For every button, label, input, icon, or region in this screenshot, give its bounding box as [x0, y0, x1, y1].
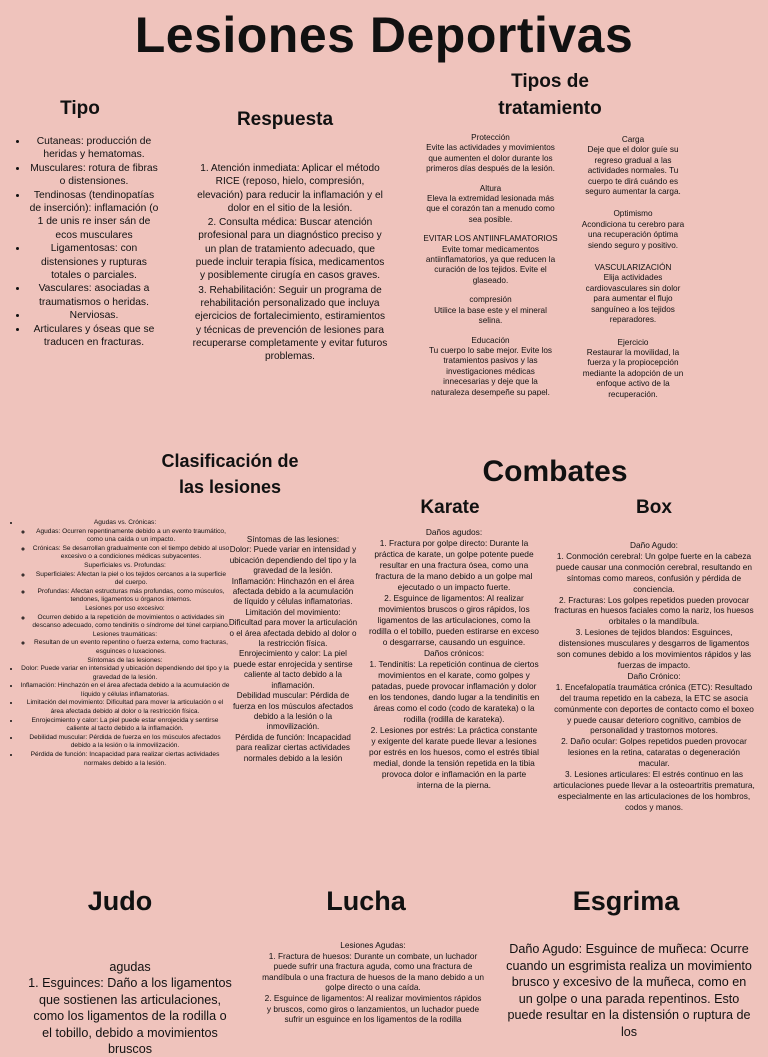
- tratamiento-block: [577, 263, 689, 325]
- tratamiento-block: [423, 336, 558, 398]
- tratamiento-block-text: Eleva la extremidad lesionada más que el corazón tan a menudo como sea posible.: [426, 194, 555, 224]
- sintoma-item: • Debilidad muscular: Pérdida de fuerza en los músculos afectados debido a la lesión o la inmovilización.: [20, 734, 230, 751]
- text-line: 2. Esguince de ligamentos: Al realizar movimientos bruscos o giros rápidos, los ligamentos de las articulaciones, como la rodilla o el tobillo, pueden estirarse en exceso o desgarrarse, causando un esguince.: [369, 593, 539, 647]
- clasificacion-subitem: ◦ Ocurren debido a la repetición de movimientos o actividades sin descanso adecuado, como tendinitis o síndrome del túnel carpiano.: [32, 614, 230, 631]
- page-title: Lesiones Deportivas: [134, 7, 634, 63]
- tipo-item: • Tendinosas (tendinopatías de inserción): inflamación (o 1 de unis re inser sán de ecos musculares: [28, 189, 160, 243]
- text-line: 2. Daño ocular: Golpes repetidos pueden provocar lesiones en la retina, cataratas o degeneración macular.: [561, 736, 747, 769]
- text-line: 1. Esguinces: Daño a los ligamentos que sostienen las articulaciones, como los ligamentos de la rodilla o el tobillo, debido a movimientos bruscos: [28, 976, 232, 1057]
- tratamiento-block-title: Carga: [621, 135, 645, 144]
- clasificacion-subitem: ◦ Agudas: Ocurren repentinamente debido a un evento traumático, como una caída o un impacto.: [32, 528, 230, 545]
- tratamiento-block-text: Restaurar la movilidad, la fuerza y la propiocepción mediante la adopción de un enfoque activo de la recuperación.: [582, 347, 684, 399]
- clasificacion-subitem: ◦ Resultan de un evento repentino o fuerza externa, como fracturas, esguinces o luxaciones.: [32, 639, 230, 656]
- clasificacion-sublist: [20, 528, 230, 562]
- tratamiento-block: [577, 338, 689, 400]
- tratamiento-block-text: Tu cuerpo lo sabe mejor. Evite los tratamientos pasivos y las investigaciones médicas innecesarias y deje que la naturaleza desempeñe su papel.: [428, 345, 553, 397]
- clasificacion-sublist: [20, 639, 230, 656]
- esgrima-heading: Esgrima: [572, 886, 680, 916]
- text-line: 2. Fracturas: Los golpes repetidos pueden provocar fracturas en huesos faciales como la nariz, los huesos orbitales o la mandíbula.: [554, 594, 754, 627]
- text-line: 3. Lesiones articulares: El estrés continuo en las articulaciones puede llevar a la osteoartritis prematura, especialmente en las articulaciones de los hombros, codos y manos.: [553, 769, 755, 812]
- tratamiento-block-text: Elija actividades cardiovasculares sin dolor para aumentar el flujo sanguíneo a los tejidos reparadores.: [585, 273, 681, 325]
- box-text: [552, 540, 756, 813]
- sintoma-item: • Limitación del movimiento: Dificultad para mover la articulación o el área afectada debido al dolor o la restricción física.: [20, 699, 230, 716]
- respuesta-heading: Respuesta: [236, 109, 334, 130]
- clasificacion-subitem: ◦ Superficiales: Afectan la piel o los tejidos cercanos a la superficie del cuerpo.: [32, 571, 230, 588]
- clasificacion-subitem: ◦ Profundas: Afectan estructuras más profundas, como músculos, tendones, ligamentos u órganos internos.: [32, 588, 230, 605]
- clasificacion-list: [6, 519, 230, 768]
- sintomas-title: Síntomas de las lesiones:: [87, 656, 163, 664]
- tratamiento-block-title: Educación: [471, 335, 510, 345]
- tratamiento-block-title: VASCULARIZACIÓN: [594, 263, 672, 273]
- clasificacion-subitem: ◦ Crónicas: Se desarrollan gradualmente con el tiempo debido al uso excesivo o a condiciones médicas subyacentes.: [32, 545, 230, 562]
- tipo-list: [10, 135, 160, 350]
- text-line: Daños crónicos:: [423, 648, 485, 658]
- sintomas-title: Síntomas de las lesiones:: [246, 535, 340, 544]
- box-heading: Box: [636, 497, 672, 518]
- page-title-container: [0, 6, 768, 64]
- tratamiento-block: [423, 133, 558, 175]
- sintoma-item: • Pérdida de función: Incapacidad para realizar ciertas actividades normales debido a la lesión.: [20, 751, 230, 768]
- tratamiento-block-title: Ejercicio: [617, 337, 649, 347]
- clasificacion-group-title: Lesiones por uso excesivo:: [85, 604, 165, 612]
- lucha-text: [262, 940, 484, 1025]
- clasificacion-heading: Clasificación de las lesiones: [161, 451, 299, 497]
- clasificacion-group-title: Superficiales vs. Profundas:: [84, 561, 166, 569]
- tipo-item: • Ligamentosas: con distensiones y rupturas totales o parciales.: [28, 242, 160, 282]
- tratamiento-block-title: compresión: [469, 295, 512, 305]
- clasificacion-sublist: [20, 571, 230, 605]
- tipo-item: • Musculares: rotura de fibras o distensiones.: [28, 162, 160, 189]
- lucha-heading: Lucha: [326, 886, 406, 916]
- tratamiento-block-title: Optimismo: [613, 209, 653, 219]
- karate-text: [368, 527, 540, 791]
- tipo-section: [10, 135, 160, 350]
- tratamiento-block-title: Altura: [479, 183, 502, 193]
- text-line: 1. Encefalopatía traumática crónica (ETC): Resultado del trauma repetido en la cabeza, la ETC se asocia comúnmente con deportes de contacto como el boxeo y puede causar deterioro cognitivo, cambios de personalidad y trastornos motores.: [554, 681, 754, 736]
- text-line: Daño Crónico:: [627, 670, 681, 681]
- text-line: 3. Lesiones de tejidos blandos: Esguinces, distensiones musculares y desgarros de ligamentos son comunes debido a los movimientos rápidos y las fuerzas de impacto.: [556, 627, 752, 670]
- sintoma-item: • Dolor: Puede variar en intensidad y ubicación dependiendo del tipo y la gravedad de la lesión.: [20, 665, 230, 682]
- sintoma-item: • Enrojecimiento y calor: La piel puede estar enrojecida y sentirse caliente al tacto debido a la inflamación.: [20, 717, 230, 734]
- clasificacion-group-title: Lesiones traumáticas:: [92, 630, 158, 638]
- sintoma-item: • Inflamación: Hinchazón en el área afectada debido a la acumulación de líquido y células inflamatorias.: [20, 682, 230, 699]
- respuesta-item: 1. Atención inmediata: Aplicar el método RICE (reposo, hielo, compresión, elevación) para reducir la inflamación y el dolor en el sitio de la lesión.: [197, 163, 383, 214]
- text-line: 1. Fractura por golpe directo: Durante la práctica de karate, un golpe potente puede resultar en una fractura ósea, como una fractura de la mano debido a un golpe mal ejecutado o un impacto fuerte.: [374, 538, 534, 592]
- tratamiento-block: [577, 209, 689, 251]
- tratamiento-block: [423, 184, 558, 226]
- sintoma-text: Enrojecimiento y calor: La piel puede estar enrojecida y sentirse caliente al tacto debido a la inflamación.: [233, 649, 353, 690]
- sintoma-text: Debilidad muscular: Pérdida de fuerza en los músculos afectados debido a la lesión o la inmovilización.: [232, 691, 354, 732]
- tratamiento-block-text: Evite tomar medicamentos antiinflamatorios, ya que reducen la curación de los tejidos. Evite el glaseado.: [425, 244, 556, 285]
- respuesta-item: 3. Rehabilitación: Seguir un programa de rehabilitación personalizado que incluya ejercicios de fortalecimiento, estiramientos y técnicas de prevención de lesiones para recuperarse completamente y evitar futuros problemas.: [192, 284, 388, 363]
- tipo-item: • Vasculares: asociadas a traumatismos o heridas.: [28, 282, 160, 309]
- clasificacion-group: [20, 519, 230, 665]
- tratamiento-block-title: Protección: [471, 133, 510, 142]
- tratamiento-block-title: EVITAR LOS ANTIINFLAMATORIOS: [423, 234, 558, 244]
- combates-heading: Combates: [482, 455, 628, 488]
- tipo-item: • Nerviosas.: [28, 309, 160, 322]
- text-line: Daños agudos:: [425, 527, 483, 537]
- judo-heading: Judo: [87, 886, 153, 916]
- tratamiento-block: [423, 234, 558, 286]
- text-line: 2. Esguince de ligamentos: Al realizar movimientos rápidos y bruscos, como giros o lanzamientos, un luchador puede sufrir un esguince en los ligamentos de la rodilla: [264, 992, 482, 1025]
- karate-heading: Karate: [420, 497, 480, 518]
- sintoma-text: Inflamación: Hinchazón en el área afectada debido a la acumulación de líquido y células inflamatorias.: [231, 576, 355, 607]
- judo-text: [28, 959, 232, 1057]
- tratamiento-col2: [577, 135, 689, 412]
- tratamiento-block-text: Utilice la base este y el mineral selina.: [434, 305, 547, 326]
- tratamiento-block-text: Evite las actividades y movimientos que aumenten el dolor durante los primeros días después de la lesión.: [426, 143, 555, 174]
- text-line: agudas: [109, 960, 151, 974]
- tratamiento-block-text: Deje que el dolor guíe su regreso gradual a las actividades normales. Tu cuerpo te dirá cuándo es seguro aumentar la carga.: [585, 145, 681, 197]
- sintoma-text: Dolor: Puede variar en intensidad y ubicación dependiendo del tipo y la gravedad de la lesión.: [229, 545, 357, 576]
- respuesta-item: 2. Consulta médica: Buscar atención profesional para un diagnóstico preciso y un plan de tratamiento adecuado, que puede incluir terapia física, medicamentos y posiblemente cirugía en casos graves.: [195, 217, 385, 282]
- clasificacion-group-title: • Agudas vs. Crónicas:: [93, 519, 157, 526]
- text-line: 1. Fractura de huesos: Durante un combate, un luchador puede sufrir una fractura aguda, como una fractura de mandíbula o una fractura de huesos de la mano debido a un golpe directo o una caída.: [262, 950, 484, 993]
- text-line: 2. Lesiones por estrés: La práctica constante y exigente del karate puede llevar a lesiones por estrés en los huesos, como el estrés tibial medial, donde la tensión repetida en la tibia provoca dolor e inflamación en la parte interna de la pierna.: [369, 725, 539, 790]
- tipo-item: • Cutaneas: producción de heridas y hematomas.: [28, 135, 160, 162]
- text-line: 1. Conmoción cerebral: Un golpe fuerte en la cabeza puede causar una conmoción cerebral, resultando en síntomas como mareos, confusión y pérdida de conciencia.: [555, 550, 753, 594]
- tratamiento-block-text: Acondiciona tu cerebro para una recuperación óptima siendo seguro y positivo.: [581, 219, 685, 250]
- text-line: Lesiones Agudas:: [340, 940, 406, 950]
- clasificacion-col2: [228, 535, 358, 764]
- esgrima-text: Daño Agudo: Esguince de muñeca: Ocurre cuando un esgrimista realiza un movimiento brusco y excesivo de la muñeca, como en un golpe o una parada repentinos. Esto puede resultar en la distensión o ruptura de los: [506, 942, 752, 1039]
- tratamiento-block: [577, 135, 689, 197]
- tipo-heading: Tipo: [60, 98, 100, 119]
- clasificacion-col1: [6, 519, 230, 768]
- text-line: Daño Agudo:: [630, 540, 678, 550]
- tratamiento-col1: [423, 133, 558, 407]
- clasificacion-sublist: [20, 614, 230, 631]
- sintoma-text: Limitación del movimiento: Dificultad para mover la articulación o el área afectada debido al dolor o la restricción física.: [228, 607, 358, 649]
- respuesta-section: [192, 162, 388, 364]
- text-line: 1. Tendinitis: La repetición continua de ciertos movimientos en el karate, como golpes y patadas, puede provocar inflamación y dolor en los tendones, dando lugar a la tendinitis en áreas como el codo (codo de karateka) o la rodilla (rodilla de karateka).: [368, 659, 540, 724]
- tratamiento-heading: Tipos de tratamiento: [498, 71, 602, 119]
- tratamiento-block: [423, 295, 558, 326]
- sintoma-text: Pérdida de función: Incapacidad para realizar ciertas actividades normales debido a la lesión: [235, 732, 351, 763]
- tipo-item: • Articulares y óseas que se traducen en fracturas.: [28, 323, 160, 350]
